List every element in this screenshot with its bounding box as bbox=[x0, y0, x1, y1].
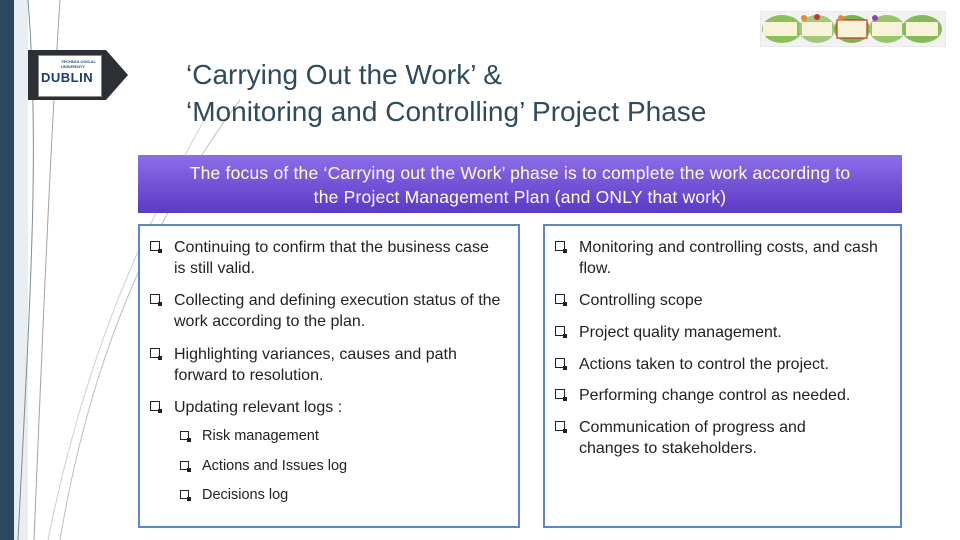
list-item-text: Communication of progress and changes to stakeholders. bbox=[579, 419, 806, 457]
list-item bbox=[555, 322, 884, 343]
checkbox-bullet-icon bbox=[150, 241, 160, 251]
checkbox-bullet-icon bbox=[150, 294, 160, 304]
list-item-text: Actions taken to control the project. bbox=[579, 356, 829, 373]
checkbox-bullet-icon bbox=[150, 401, 160, 411]
checkbox-bullet-icon bbox=[555, 294, 565, 304]
sub-list-item bbox=[180, 487, 288, 503]
checkbox-bullet-icon bbox=[180, 461, 189, 470]
list-item-text: Updating relevant logs : bbox=[174, 399, 343, 416]
checkbox-bullet-icon bbox=[555, 241, 565, 251]
list-item bbox=[555, 354, 884, 375]
list-item bbox=[150, 344, 504, 386]
list-item bbox=[150, 237, 494, 279]
list-item-text: Highlighting variances, causes and path forward to resolution. bbox=[174, 346, 457, 384]
page-title bbox=[186, 56, 886, 130]
sub-list-item bbox=[180, 458, 347, 474]
list-item bbox=[555, 290, 884, 311]
right-content-box bbox=[543, 224, 902, 528]
title-line-2: ‘Monitoring and Controlling’ Project Phase bbox=[186, 96, 707, 127]
list-item bbox=[150, 290, 519, 332]
sub-list-item-text: Actions and Issues log bbox=[202, 458, 348, 474]
tu-dublin-logo bbox=[38, 55, 102, 97]
sub-list-item-text: Risk management bbox=[202, 428, 319, 444]
list-item-text: Continuing to confirm that the business case is still valid. bbox=[174, 239, 489, 277]
checkbox-bullet-icon bbox=[555, 389, 565, 399]
left-content-box bbox=[138, 224, 520, 528]
process-diagram-icon bbox=[760, 11, 946, 47]
checkbox-bullet-icon bbox=[180, 431, 189, 440]
title-line-1: ‘Carrying Out the Work’ & bbox=[186, 59, 502, 90]
checkbox-bullet-icon bbox=[150, 348, 160, 358]
list-item bbox=[555, 417, 849, 459]
list-item-text: Controlling scope bbox=[579, 292, 703, 309]
checkbox-bullet-icon bbox=[555, 421, 565, 431]
checkbox-bullet-icon bbox=[555, 326, 565, 336]
banner-line-2: the Project Management Plan (and ONLY that work) bbox=[313, 187, 727, 207]
banner-line-1: The focus of the ‘Carrying out the Work’ phase is to complete the work according to bbox=[189, 163, 851, 183]
checkbox-bullet-icon bbox=[555, 358, 565, 368]
list-item bbox=[555, 237, 884, 279]
list-item bbox=[555, 385, 899, 406]
list-item-text: Performing change control as needed. bbox=[579, 387, 851, 404]
list-item bbox=[150, 397, 504, 418]
sub-list-item bbox=[180, 428, 319, 444]
list-item-text: Monitoring and controlling costs, and cash flow. bbox=[579, 239, 878, 277]
focus-banner bbox=[138, 155, 902, 213]
list-item-text: Project quality management. bbox=[579, 324, 782, 341]
logo-name: DUBLIN bbox=[41, 70, 94, 85]
sub-list-item-text: Decisions log bbox=[202, 487, 289, 503]
checkbox-bullet-icon bbox=[180, 490, 189, 499]
logo-small-text: TECHNOLOGICAL UNIVERSITY bbox=[61, 59, 96, 69]
list-item-text: Collecting and defining execution status of the work according to the plan. bbox=[174, 292, 501, 330]
